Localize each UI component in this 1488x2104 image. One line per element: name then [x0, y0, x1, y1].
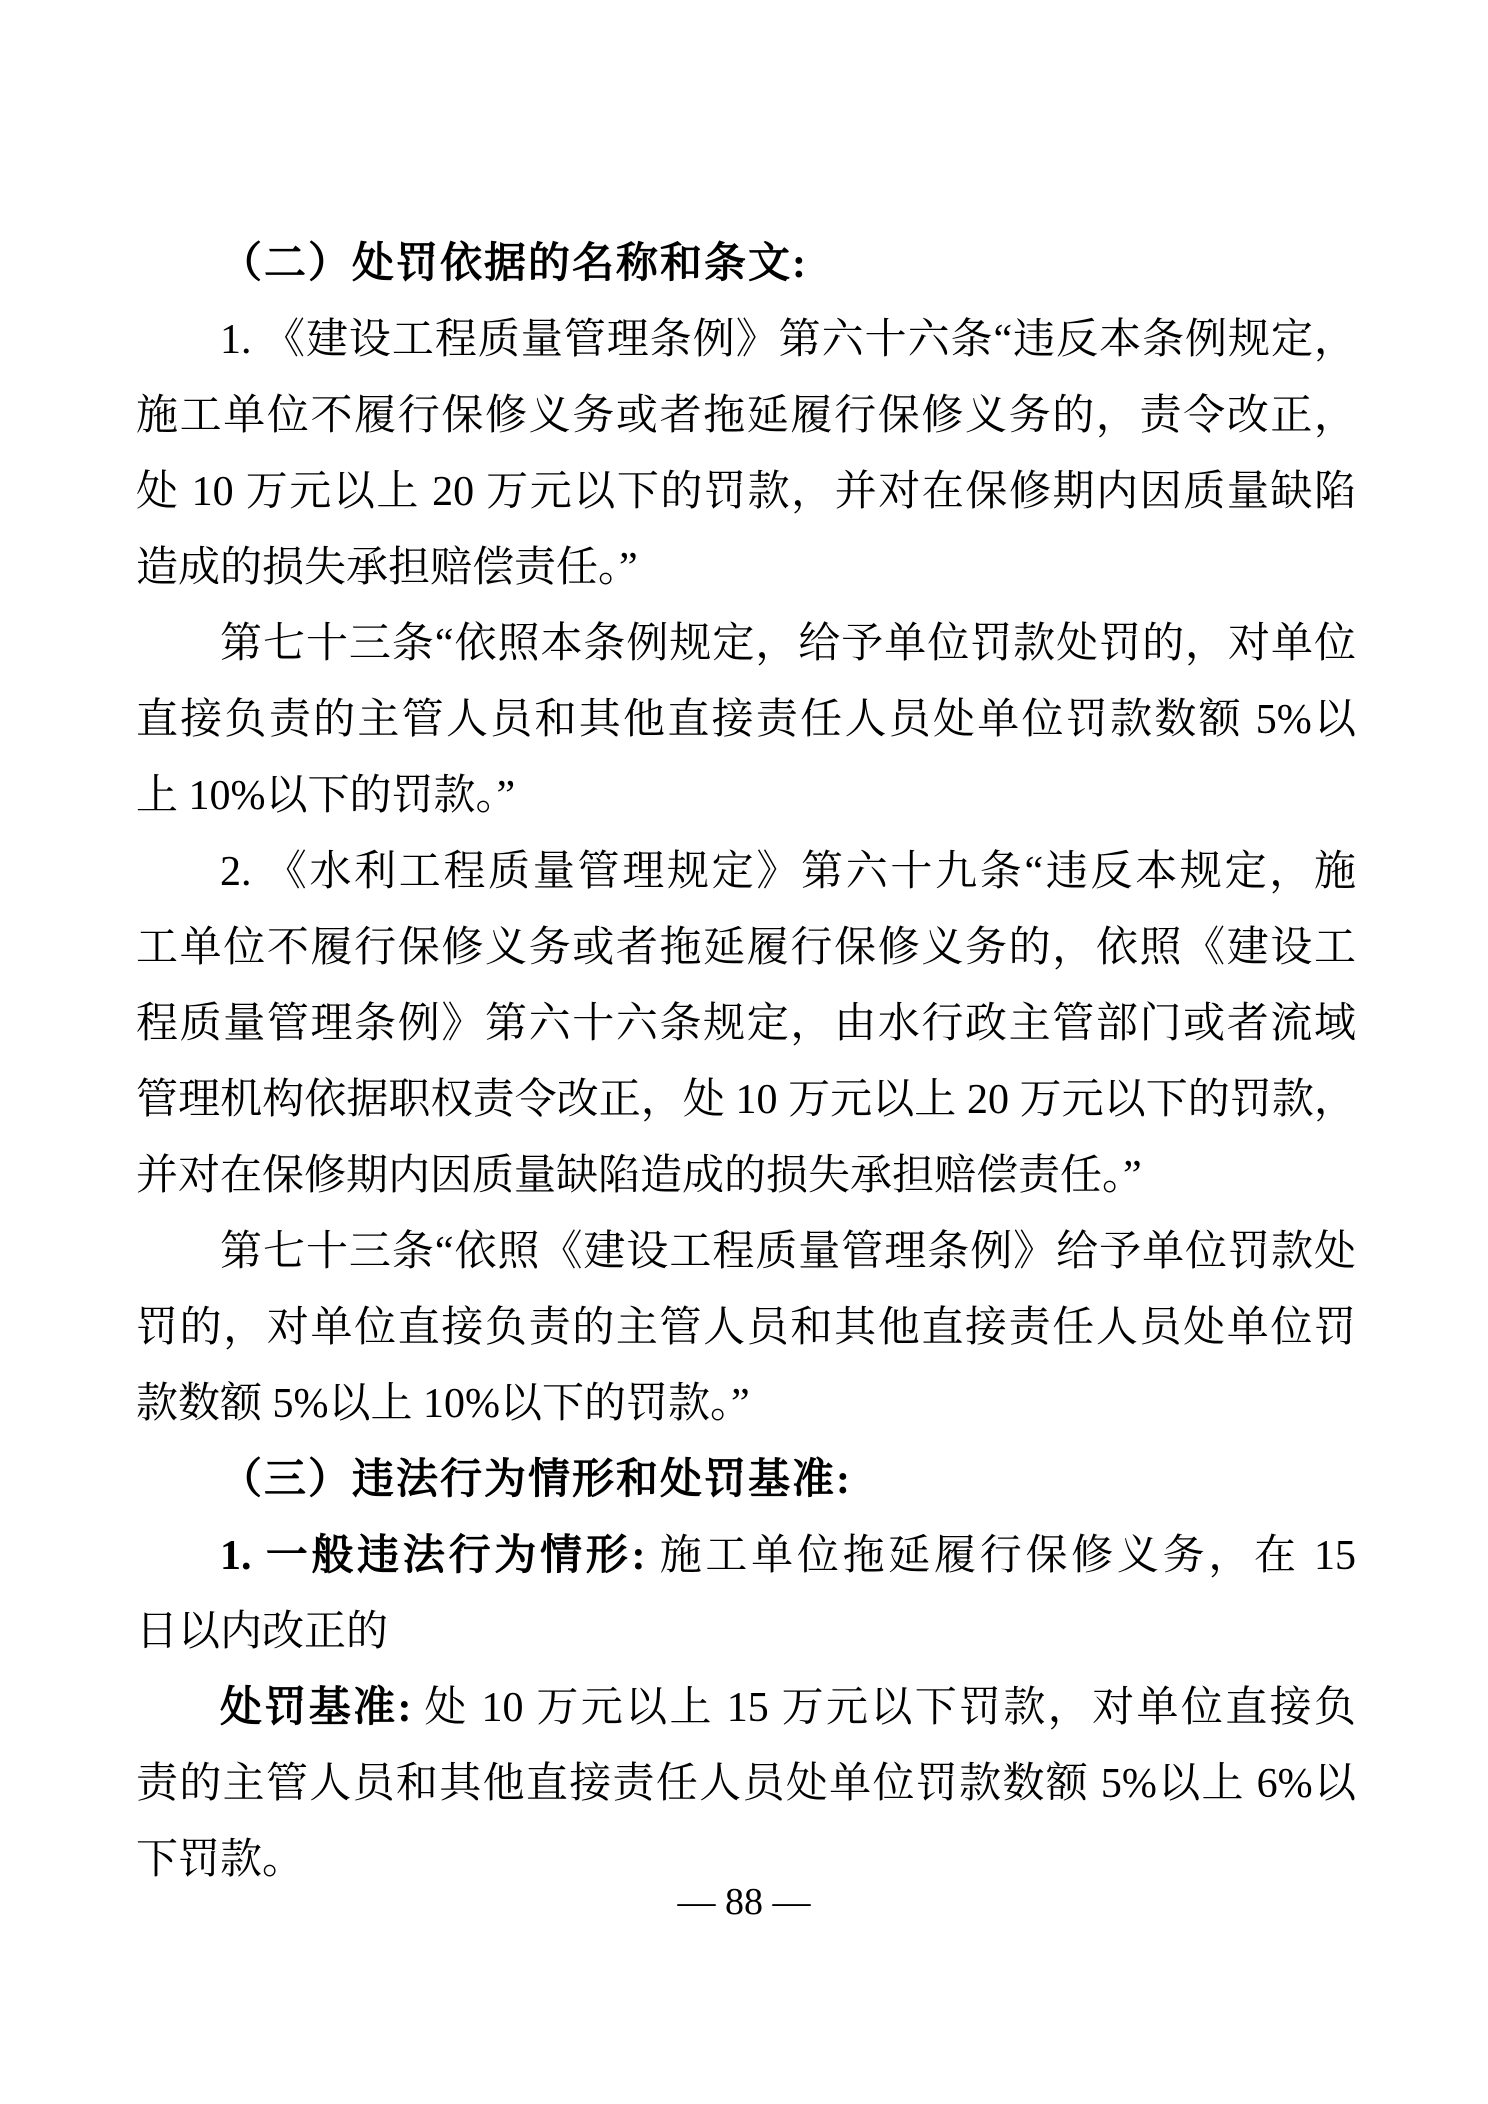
text-line: 下罚款。 [136, 1837, 305, 1883]
text-line: 程质量管理条例》第六十六条规定，由水行政主管部门或者流域 [136, 1001, 1356, 1047]
document-body [136, 226, 1356, 1898]
text-line: 管理机构依据职权责令改正，处 10 万元以上 20 万元以下的罚款， [136, 1077, 1356, 1123]
text-line: 2. 《水利工程质量管理规定》第六十九条“违反本规定，施 [220, 849, 1356, 895]
text-line: 第七十三条“依照本条例规定，给予单位罚款处罚的，对单位 [220, 621, 1356, 667]
text-line: 责的主管人员和其他直接责任人员处单位罚款数额 5%以上 6%以 [136, 1761, 1356, 1807]
text-line: 处罚基准: 处 10 万元以上 15 万元以下罚款，对单位直接负 [220, 1685, 1356, 1731]
text-line: 上 10%以下的罚款。” [136, 773, 516, 819]
text-line: 施工单位不履行保修义务或者拖延履行保修义务的，责令改正， [136, 393, 1356, 439]
page-number: — 88 — [677, 1881, 811, 1923]
text-line: 1. 一般违法行为情形: 施工单位拖延履行保修义务，在 15 [220, 1533, 1356, 1579]
text-line: 款数额 5%以上 10%以下的罚款。” [136, 1381, 750, 1427]
text-line: 日以内改正的 [136, 1609, 389, 1655]
section-heading: （二）处罚依据的名称和条文: [220, 241, 808, 287]
text-line: 并对在保修期内因质量缺陷造成的损失承担赔偿责任。” [136, 1153, 1142, 1199]
text-line: 工单位不履行保修义务或者拖延履行保修义务的，依照《建设工 [136, 925, 1356, 971]
bold-lead: 处罚基准: [220, 1685, 412, 1731]
text-line: 造成的损失承担赔偿责任。” [136, 545, 638, 591]
section-heading: （三）违法行为情形和处罚基准: [220, 1457, 852, 1503]
text-line: 罚的，对单位直接负责的主管人员和其他直接责任人员处单位罚 [136, 1305, 1356, 1351]
text-line: 第七十三条“依照《建设工程质量管理条例》给予单位罚款处 [220, 1229, 1356, 1275]
bold-lead: 1. 一般违法行为情形: [220, 1533, 646, 1579]
text-line: 直接负责的主管人员和其他直接责任人员处单位罚款数额 5%以 [136, 697, 1356, 743]
text-line: 1. 《建设工程质量管理条例》第六十六条“违反本条例规定， [220, 317, 1356, 363]
text-line: 处 10 万元以上 20 万元以下的罚款，并对在保修期内因质量缺陷 [136, 469, 1356, 515]
